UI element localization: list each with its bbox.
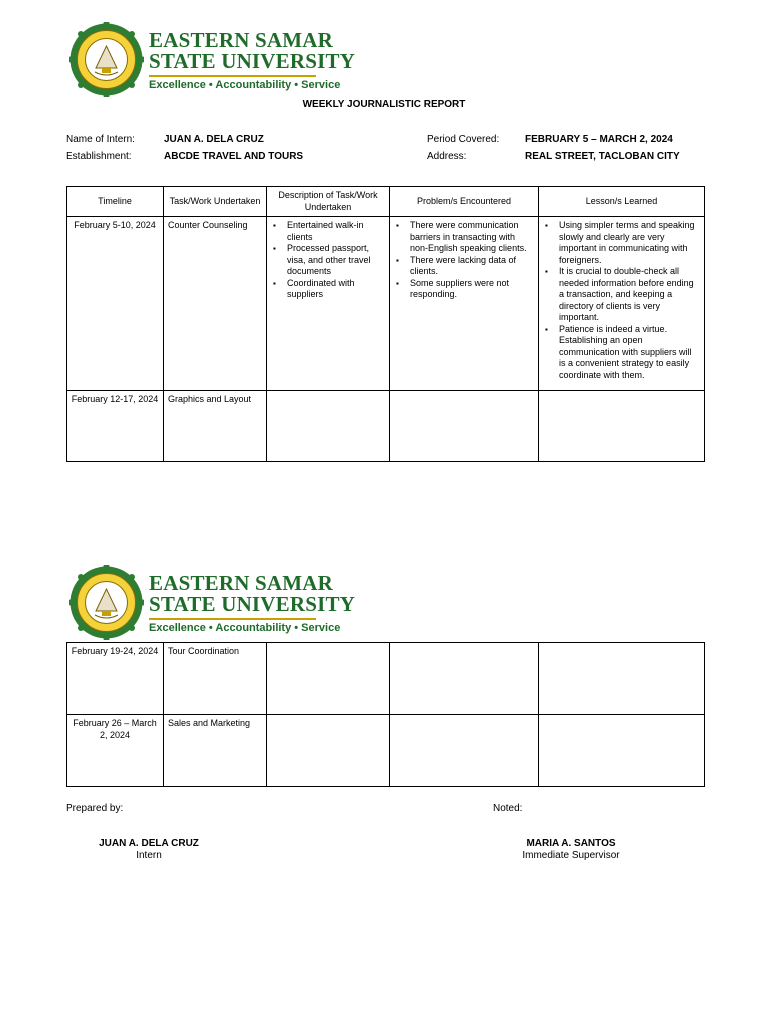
- problem-item: ▪ Some suppliers were not responding.: [410, 278, 534, 301]
- timeline-cell: February 19-24, 2024: [67, 643, 164, 715]
- task-cell: Counter Counseling: [164, 217, 267, 391]
- problems-cell: [390, 643, 539, 715]
- university-name-line2: STATE UNIVERSITY: [149, 592, 356, 616]
- lessons-cell: [539, 217, 705, 391]
- description-cell: [267, 391, 390, 462]
- report-table-part2: [66, 642, 705, 787]
- table-row: [67, 217, 705, 391]
- prepared-name: JUAN A. DELA CRUZ: [99, 838, 199, 849]
- logo-divider: [149, 618, 316, 620]
- header-timeline: Timeline: [67, 187, 164, 217]
- report-table-part1: [66, 186, 705, 462]
- noted-role: Immediate Supervisor: [522, 850, 620, 861]
- intern-label: Name of Intern:: [66, 134, 135, 145]
- lessons-cell: [539, 643, 705, 715]
- header-lessons: Lesson/s Learned: [539, 187, 705, 217]
- table-row: [67, 391, 705, 462]
- establishment-value: ABCDE TRAVEL AND TOURS: [164, 151, 304, 162]
- problems-cell: [390, 715, 539, 787]
- intern-value: JUAN A. DELA CRUZ: [164, 134, 264, 145]
- address-label: Address:: [427, 151, 467, 162]
- university-seal-icon: [69, 22, 144, 97]
- university-logo: [69, 565, 356, 640]
- lesson-item: ▪ It is crucial to double-check all needed information before ending a transaction, and keeping a directory of clients is very important.: [559, 266, 700, 324]
- description-item: ▪ Entertained walk-in clients: [287, 220, 385, 243]
- table-row: [67, 643, 705, 715]
- task-cell: Sales and Marketing: [164, 715, 267, 787]
- timeline-cell: February 5-10, 2024: [67, 217, 164, 391]
- lessons-cell: [539, 715, 705, 787]
- university-motto: Excellence • Accountability • Service: [149, 622, 341, 634]
- lessons-cell: [539, 391, 705, 462]
- header-task: Task/Work Undertaken: [164, 187, 267, 217]
- description-item: ▪ Processed passport, visa, and other travel documents: [287, 243, 385, 278]
- lesson-item: ▪ Using simpler terms and speaking slowly and clearly are very important in communicating with foreigners.: [559, 220, 700, 266]
- university-name-line1: EASTERN SAMAR: [149, 28, 334, 52]
- task-cell: Graphics and Layout: [164, 391, 267, 462]
- establishment-label: Establishment:: [66, 151, 132, 162]
- address-value: REAL STREET, TACLOBAN CITY: [525, 151, 680, 162]
- problem-item: ▪ There were lacking data of clients.: [410, 255, 534, 278]
- university-motto: Excellence • Accountability • Service: [149, 79, 341, 91]
- problems-cell: [390, 217, 539, 391]
- logo-divider: [149, 75, 316, 77]
- description-cell: [267, 715, 390, 787]
- university-name-line1: EASTERN SAMAR: [149, 571, 334, 595]
- noted-name: MARIA A. SANTOS: [526, 838, 616, 849]
- period-value: FEBRUARY 5 – MARCH 2, 2024: [525, 134, 673, 145]
- university-logo: [69, 22, 356, 97]
- lesson-item: ▪ Patience is indeed a virtue. Establishing an open communication with suppliers will is a convenient strategy to easily coordinate with them.: [559, 324, 700, 382]
- header-description: Description of Task/Work Undertaken: [267, 187, 390, 217]
- prepared-by-label: Prepared by:: [66, 803, 124, 814]
- noted-label: Noted:: [493, 803, 523, 814]
- description-cell: [267, 217, 390, 391]
- description-item: ▪ Coordinated with suppliers: [287, 278, 385, 301]
- task-cell: Tour Coordination: [164, 643, 267, 715]
- university-name-line2: STATE UNIVERSITY: [149, 49, 356, 73]
- timeline-cell: February 12-17, 2024: [67, 391, 164, 462]
- university-seal-icon: [69, 565, 144, 640]
- problem-item: ▪ There were communication barriers in transacting with non-English speaking clients.: [410, 220, 534, 255]
- header-problems: Problem/s Encountered: [390, 187, 539, 217]
- prepared-role: Intern: [136, 850, 162, 861]
- table-header-row: [67, 187, 705, 217]
- description-cell: [267, 643, 390, 715]
- report-title: WEEKLY JOURNALISTIC REPORT: [302, 99, 466, 110]
- problems-cell: [390, 391, 539, 462]
- timeline-cell: February 26 – March 2, 2024: [67, 715, 164, 787]
- table-row: [67, 715, 705, 787]
- period-label: Period Covered:: [427, 134, 500, 145]
